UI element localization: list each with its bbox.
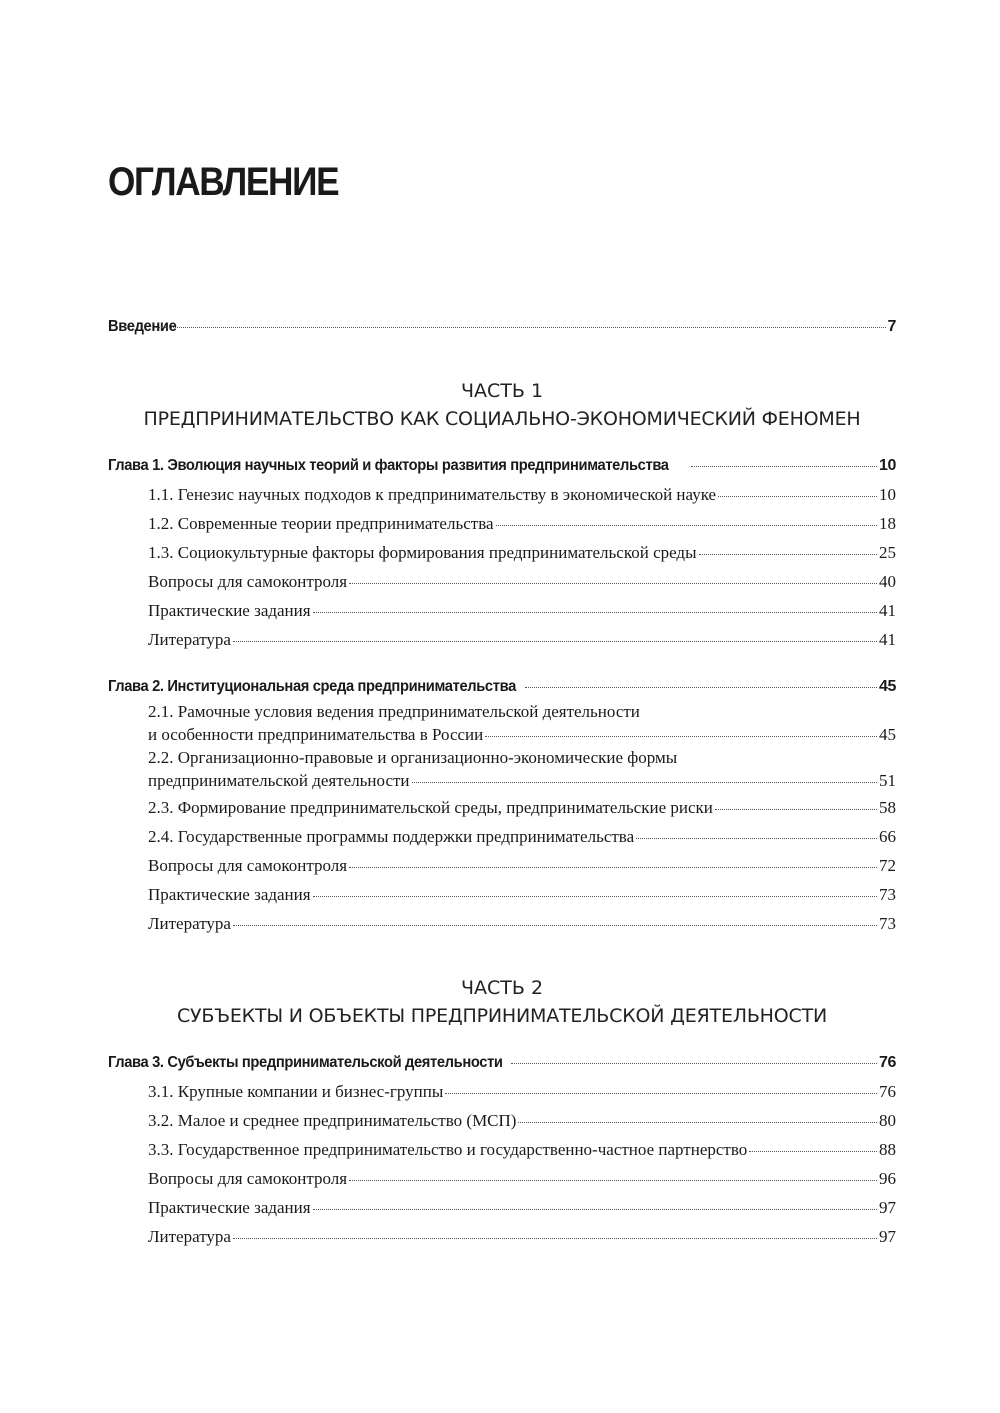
toc-page-number: 45 [879, 725, 896, 744]
toc-page-number: 7 [887, 318, 896, 335]
toc-section[interactable] [108, 880, 896, 909]
toc-entry-label: 1.3. Социокультурные факторы формирования предпринимательской среды [148, 543, 697, 562]
toc-page-number: 80 [879, 1111, 896, 1130]
toc-page-number: 10 [879, 485, 896, 504]
part-label: ЧАСТЬ 2 [460, 977, 544, 999]
dot-leader [525, 687, 877, 688]
toc-section-multiline[interactable] [108, 747, 896, 793]
toc-entry-label: 3.1. Крупные компании и бизнес-группы [148, 1082, 444, 1101]
part-title: СУБЪЕКТЫ И ОБЪЕКТЫ ПРЕДПРИНИМАТЕЛЬСКОЙ ДЕЯТЕЛЬНОСТИ [176, 1005, 827, 1027]
dot-leader [496, 525, 877, 526]
toc-entry-label-line1: 2.2. Организационно-правовые и организационно-экономические формы [148, 748, 678, 767]
dot-leader [718, 496, 877, 497]
toc-page-number: 18 [879, 514, 896, 533]
dot-leader [485, 736, 877, 737]
dot-leader [313, 612, 877, 613]
toc-entry-label: Введение [108, 318, 177, 335]
dot-leader [349, 1180, 877, 1181]
toc-entry-label: Вопросы для самоконтроля [148, 572, 348, 591]
toc-page-number: 25 [879, 543, 896, 562]
table-of-contents [108, 312, 896, 1251]
toc-section[interactable] [108, 538, 896, 567]
toc-chapter-2[interactable] [108, 672, 896, 701]
toc-page-number: 66 [879, 827, 896, 846]
toc-entry-label: Литература [148, 1227, 231, 1246]
toc-entry-label: 3.2. Малое и среднее предпринимательство (МСП) [148, 1111, 517, 1130]
toc-section-multiline[interactable] [108, 701, 896, 747]
toc-page-number: 40 [879, 572, 896, 591]
toc-page-number: 51 [879, 771, 896, 790]
toc-section[interactable] [108, 625, 896, 654]
toc-section[interactable] [108, 1193, 896, 1222]
part-heading-2 [108, 974, 896, 1030]
page-title: ОГЛАВЛЕНИЕ [108, 160, 339, 204]
toc-page-number: 41 [879, 630, 896, 649]
part-heading-1 [108, 377, 896, 433]
toc-entry-label: Глава 2. Институциональная среда предпринимательства [108, 678, 516, 695]
toc-page-number: 73 [879, 914, 896, 933]
dot-leader [636, 838, 877, 839]
toc-page-number: 76 [879, 1082, 896, 1101]
toc-section[interactable] [108, 596, 896, 625]
dot-leader [233, 1238, 877, 1239]
dot-leader [749, 1151, 877, 1152]
toc-section[interactable] [108, 509, 896, 538]
dot-leader [349, 867, 877, 868]
toc-section[interactable] [108, 1106, 896, 1135]
toc-section[interactable] [108, 851, 896, 880]
toc-entry-label-line2: предпринимательской деятельности [148, 771, 410, 790]
toc-page-number: 88 [879, 1140, 896, 1159]
dot-leader [699, 554, 877, 555]
toc-section[interactable] [108, 567, 896, 596]
dot-leader [445, 1093, 877, 1094]
toc-page-number: 76 [879, 1054, 896, 1071]
toc-chapter-3[interactable] [108, 1048, 896, 1077]
toc-entry-label: Вопросы для самоконтроля [148, 1169, 348, 1188]
toc-entry-intro[interactable] [108, 312, 896, 341]
toc-section[interactable] [108, 793, 896, 822]
toc-page-number: 10 [879, 457, 896, 474]
toc-chapter-1[interactable] [108, 451, 896, 480]
dot-leader [313, 1209, 877, 1210]
toc-entry-label: Практические задания [148, 601, 311, 620]
toc-page-number: 97 [879, 1198, 896, 1217]
dot-leader [233, 925, 877, 926]
toc-entry-label: 1.2. Современные теории предпринимательства [148, 514, 494, 533]
toc-page-number: 45 [879, 678, 896, 695]
dot-leader [518, 1122, 877, 1123]
toc-entry-label: 3.3. Государственное предпринимательство и государственно-частное партнерство [148, 1140, 748, 1159]
dot-leader [156, 327, 885, 328]
toc-page-number: 73 [879, 885, 896, 904]
dot-leader [691, 466, 877, 467]
toc-entry-label: Литература [148, 914, 231, 933]
toc-page-number: 96 [879, 1169, 896, 1188]
part-label: ЧАСТЬ 1 [460, 380, 544, 402]
toc-entry-label: Литература [148, 630, 231, 649]
toc-entry-label: Вопросы для самоконтроля [148, 856, 348, 875]
toc-page-number: 58 [879, 798, 896, 817]
toc-entry-label: Глава 3. Субъекты предпринимательской деятельности [108, 1054, 503, 1071]
dot-leader [233, 641, 877, 642]
dot-leader [715, 809, 877, 810]
toc-section[interactable] [108, 822, 896, 851]
dot-leader [349, 583, 877, 584]
toc-entry-label-line2: и особенности предпринимательства в России [148, 725, 484, 744]
toc-entry-label-line1: 2.1. Рамочные условия ведения предпринимательской деятельности [148, 702, 640, 721]
toc-section[interactable] [108, 1164, 896, 1193]
toc-entry-label: 1.1. Генезис научных подходов к предпринимательству в экономической науке [148, 485, 717, 504]
toc-page-number: 72 [879, 856, 896, 875]
toc-page-number: 97 [879, 1227, 896, 1246]
dot-leader [511, 1063, 877, 1064]
toc-section[interactable] [108, 1135, 896, 1164]
part-title: ПРЕДПРИНИМАТЕЛЬСТВО КАК СОЦИАЛЬНО-ЭКОНОМИЧЕСКИЙ ФЕНОМЕН [143, 408, 861, 430]
toc-entry-label: Глава 1. Эволюция научных теорий и факторы развития предпринимательства [108, 457, 669, 474]
toc-section[interactable] [108, 1077, 896, 1106]
toc-entry-label: 2.4. Государственные программы поддержки предпринимательства [148, 827, 635, 846]
toc-entry-label: Практические задания [148, 1198, 311, 1217]
toc-entry-label: 2.3. Формирование предпринимательской среды, предпринимательские риски [148, 798, 713, 817]
dot-leader [313, 896, 877, 897]
toc-page-number: 41 [879, 601, 896, 620]
toc-section[interactable] [108, 909, 896, 938]
dot-leader [412, 782, 877, 783]
toc-entry-label: Практические задания [148, 885, 311, 904]
toc-section[interactable] [108, 480, 896, 509]
toc-section[interactable] [108, 1222, 896, 1251]
